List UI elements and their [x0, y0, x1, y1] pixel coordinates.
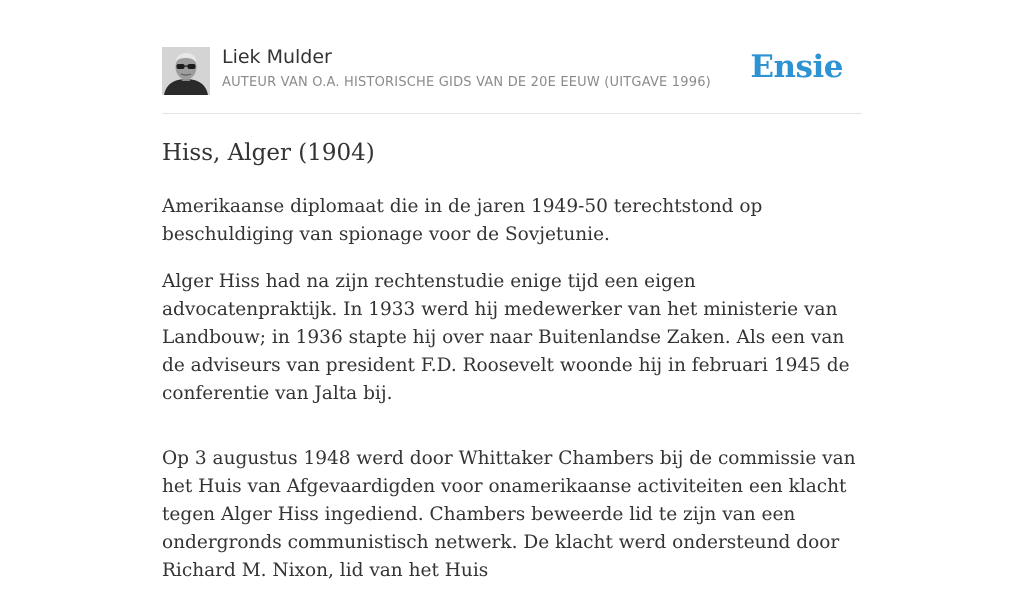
author-header	[162, 45, 862, 114]
author-bio: AUTEUR VAN O.A. HISTORISCHE GIDS VAN DE 20E EEUW (UITGAVE 1996)	[222, 75, 711, 90]
article-paragraph: Alger Hiss had na zijn rechtenstudie enige tijd een eigen advocatenpraktijk. In 1933 werd hij medewerker van het ministerie van Landbouw; in 1936 stapte hij over naar Buitenlandse Zaken. Als een van de adviseurs van president F.D. Roosevelt woonde hij in februari 1945 de conferentie van Jalta bij.	[162, 271, 850, 404]
article-paragraph: Op 3 augustus 1948 werd door Whittaker Chambers bij de commissie van het Huis van Afgevaardigden voor onamerikaanse activiteiten een klacht tegen Alger Hiss ingediend. Chambers beweerde lid te zijn van een ondergronds communistisch netwerk. De klacht werd ondersteund door Richard M. Nixon, lid van het Huis	[162, 448, 856, 581]
ensie-logo[interactable]: Ensie	[750, 49, 843, 85]
article-title: Hiss, Alger (1904)	[162, 140, 375, 166]
author-portrait-icon	[162, 47, 210, 95]
author-name[interactable]: Liek Mulder	[222, 46, 332, 68]
author-avatar[interactable]	[162, 47, 210, 95]
article-content	[162, 136, 866, 604]
article-paragraph: Amerikaanse diplomaat die in de jaren 1949-50 terechtstond op beschuldiging van spionage voor de Sovjetunie.	[162, 196, 763, 245]
